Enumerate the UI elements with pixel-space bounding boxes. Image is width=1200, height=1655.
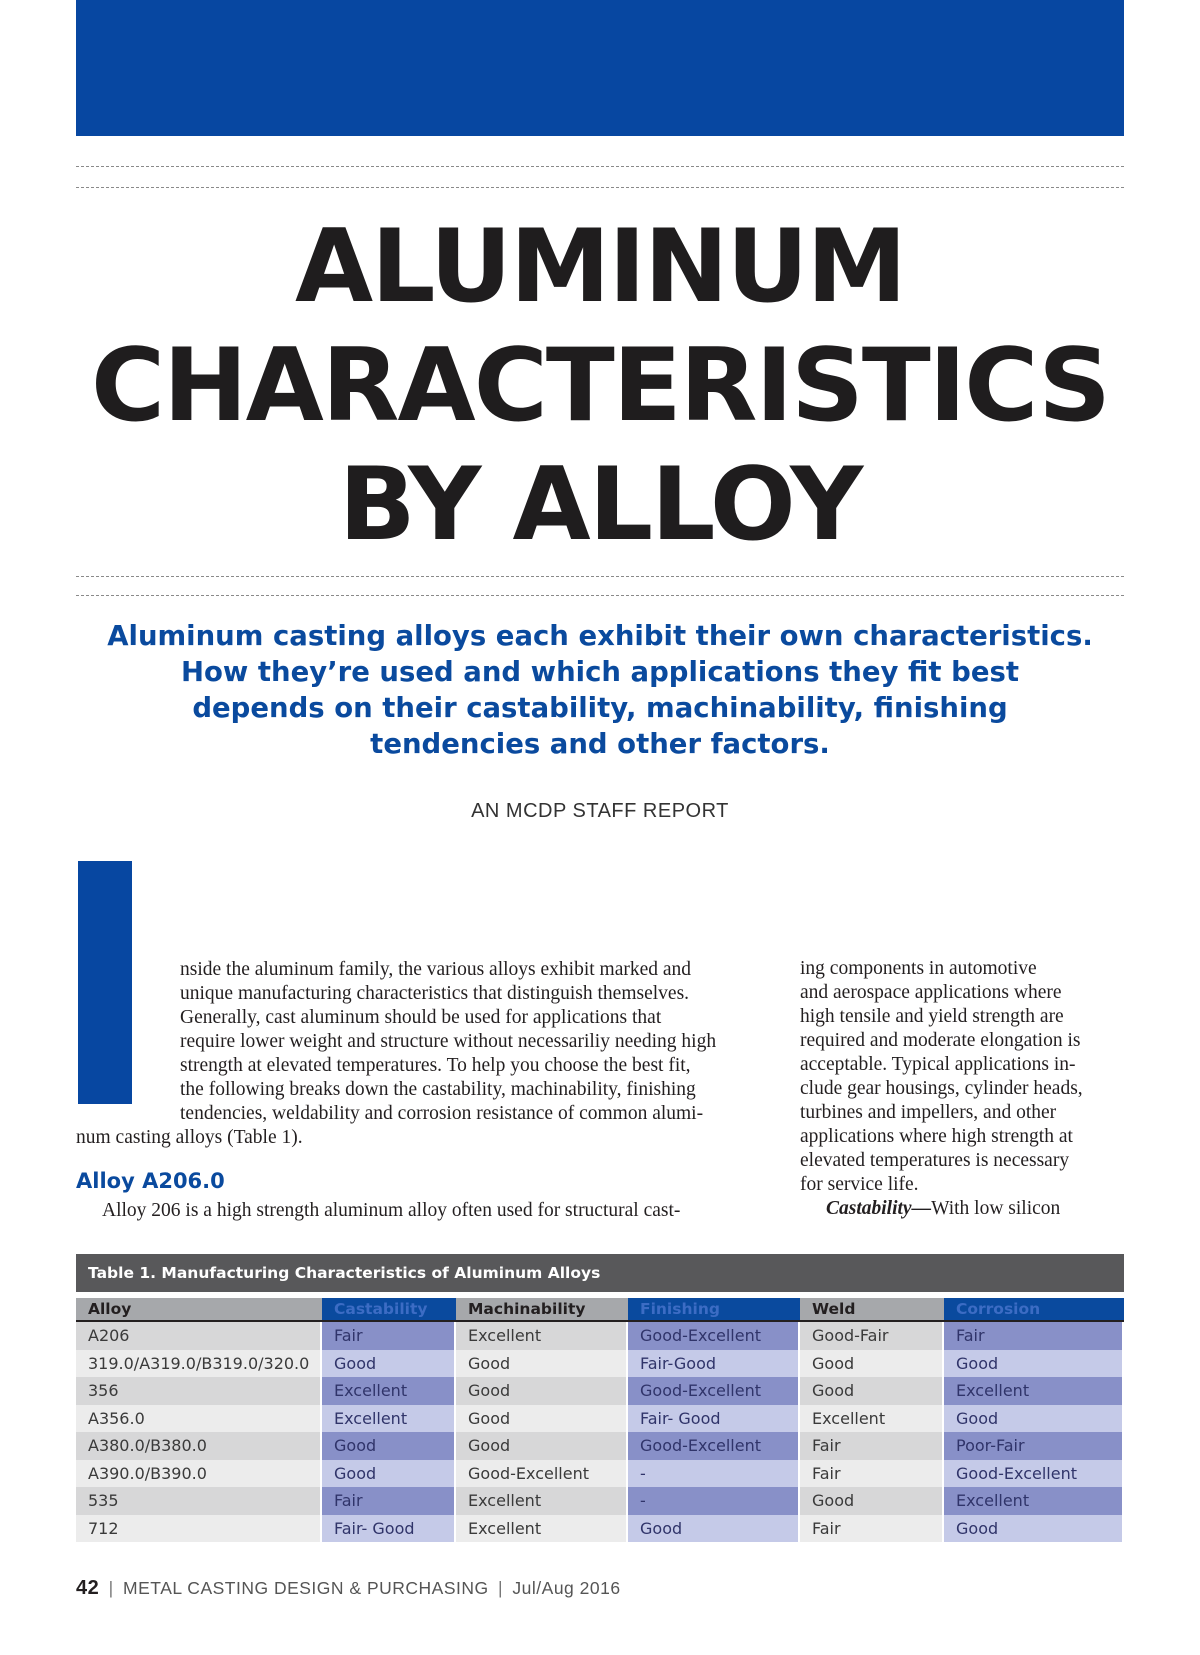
- article-deck: [60, 618, 1140, 762]
- body-line: num casting alloys (Table 1).: [76, 1127, 303, 1148]
- table-cell: Good: [456, 1405, 628, 1433]
- body-line: elevated temperatures is necessary: [800, 1150, 1070, 1171]
- table-cell: Fair- Good: [628, 1405, 800, 1433]
- body-line: acceptable. Typical applications in-: [800, 1054, 1076, 1075]
- deck-line: How they’re used and which applications they fit best: [181, 656, 1019, 688]
- body-line: clude gear housings, cylinder heads,: [800, 1078, 1083, 1099]
- alloy-name-cell: A390.0/B390.0: [76, 1460, 322, 1488]
- body-line: Generally, cast aluminum should be used for applications that: [180, 1007, 662, 1028]
- alloy-characteristics-table: [76, 1254, 1124, 1542]
- page-footer: [76, 1577, 621, 1600]
- alloy-name-cell: 712: [76, 1515, 322, 1543]
- table-cell: Excellent: [456, 1515, 628, 1543]
- table-cell: Good-Excellent: [628, 1377, 800, 1405]
- body-line: applications where high strength at: [800, 1126, 1073, 1147]
- table-cell: Excellent: [322, 1377, 456, 1405]
- table-cell: Good: [800, 1487, 944, 1515]
- alloy-name-cell: A380.0/B380.0: [76, 1432, 322, 1460]
- table-cell: Fair: [800, 1460, 944, 1488]
- table-cell: Good-Excellent: [628, 1322, 800, 1350]
- column-header: Weld: [800, 1298, 944, 1322]
- column-header: Castability: [322, 1298, 456, 1322]
- table-cell: Good: [800, 1377, 944, 1405]
- table-cell: Good: [944, 1515, 1124, 1543]
- table-grid: [76, 1292, 1124, 1542]
- table-cell: Excellent: [322, 1405, 456, 1433]
- table-cell: -: [628, 1487, 800, 1515]
- body-line: required and moderate elongation is: [800, 1030, 1081, 1051]
- title-line: BY ALLOY: [338, 445, 862, 563]
- table-cell: Good: [322, 1460, 456, 1488]
- page-number: 42: [76, 1577, 100, 1599]
- table-cell: Fair: [944, 1322, 1124, 1350]
- body-line: ing components in automotive: [800, 958, 1037, 979]
- table-cell: Excellent: [456, 1322, 628, 1350]
- drop-cap-letter-i: [78, 861, 132, 1104]
- issue-date: Jul/Aug 2016: [512, 1578, 621, 1598]
- top-dashed-rule-1: [76, 166, 1124, 167]
- body-line: unique manufacturing characteristics that distinguish themselves.: [180, 983, 690, 1004]
- article-title: [40, 207, 1160, 564]
- body-line: strength at elevated temperatures. To help you choose the best fit,: [180, 1055, 691, 1076]
- table-cell: Excellent: [944, 1377, 1124, 1405]
- alloy-name-cell: 319.0/A319.0/B319.0/320.0: [76, 1350, 322, 1378]
- table-cell: Good-Excellent: [628, 1432, 800, 1460]
- table-cell: Good: [322, 1350, 456, 1378]
- top-dashed-rule-2: [76, 187, 1124, 188]
- table-cell: Excellent: [800, 1405, 944, 1433]
- table-cell: Fair: [322, 1487, 456, 1515]
- table-cell: Good: [456, 1350, 628, 1378]
- table-cell: Fair: [322, 1322, 456, 1350]
- table-cell: Fair- Good: [322, 1515, 456, 1543]
- bottom-dashed-rule-1: [76, 576, 1124, 577]
- table-cell: Excellent: [944, 1487, 1124, 1515]
- body-line: high tensile and yield strength are: [800, 1006, 1064, 1027]
- column-header: Machinability: [456, 1298, 628, 1322]
- body-paragraph: Alloy 206 is a high strength aluminum alloy often used for structural cast-: [102, 1200, 681, 1221]
- body-line: and aerospace applications where: [800, 982, 1062, 1003]
- table-cell: Fair-Good: [628, 1350, 800, 1378]
- body-column-1: [180, 958, 750, 1126]
- title-line: CHARACTERISTICS: [90, 326, 1110, 444]
- column-header: Corrosion: [944, 1298, 1124, 1322]
- publication-name: METAL CASTING DESIGN & PURCHASING: [123, 1578, 489, 1598]
- table-cell: Good-Excellent: [944, 1460, 1124, 1488]
- table-cell: Fair: [800, 1432, 944, 1460]
- table-cell: Good: [944, 1350, 1124, 1378]
- column-header: Finishing: [628, 1298, 800, 1322]
- body-line: nside the aluminum family, the various alloys exhibit marked and: [180, 959, 692, 980]
- body-line: for service life.: [800, 1174, 919, 1195]
- run-in-text: With low silicon: [931, 1198, 1061, 1219]
- deck-line: tendencies and other factors.: [370, 728, 830, 760]
- body-line: tendencies, weldability and corrosion resistance of common alumi-: [180, 1103, 704, 1124]
- body-line: [800, 1197, 1130, 1221]
- bottom-dashed-rule-2: [76, 595, 1124, 596]
- alloy-name-cell: A356.0: [76, 1405, 322, 1433]
- table-cell: Good: [456, 1432, 628, 1460]
- body-line: require lower weight and structure without necessariliy needing high: [180, 1031, 717, 1052]
- section-heading: Alloy A206.0: [76, 1169, 225, 1193]
- run-in-label: Castability—: [826, 1198, 932, 1219]
- deck-line: Aluminum casting alloys each exhibit their own characteristics.: [107, 620, 1093, 652]
- deck-line: depends on their castability, machinability, finishing: [192, 692, 1008, 724]
- body-line: turbines and impellers, and other: [800, 1102, 1057, 1123]
- table-cell: Fair: [800, 1515, 944, 1543]
- table-cell: Good: [800, 1350, 944, 1378]
- title-line: ALUMINUM: [294, 207, 906, 325]
- body-line: the following breaks down the castability, machinability, finishing: [180, 1079, 696, 1100]
- footer-separator: |: [498, 1578, 504, 1598]
- top-color-banner: [76, 0, 1124, 136]
- table-cell: Good-Excellent: [456, 1460, 628, 1488]
- column-header: Alloy: [76, 1298, 322, 1322]
- byline: AN MCDP STAFF REPORT: [471, 800, 729, 822]
- alloy-name-cell: 356: [76, 1377, 322, 1405]
- table-cell: Good: [456, 1377, 628, 1405]
- table-cell: Good-Fair: [800, 1322, 944, 1350]
- table-cell: Good: [322, 1432, 456, 1460]
- table-cell: Excellent: [456, 1487, 628, 1515]
- table-cell: Good: [944, 1405, 1124, 1433]
- table-caption: Table 1. Manufacturing Characteristics of Aluminum Alloys: [76, 1254, 1124, 1292]
- footer-separator: |: [108, 1578, 114, 1598]
- table-cell: Good: [628, 1515, 800, 1543]
- body-column-2: [800, 957, 1130, 1221]
- table-cell: Poor-Fair: [944, 1432, 1124, 1460]
- table-cell: -: [628, 1460, 800, 1488]
- alloy-name-cell: A206: [76, 1322, 322, 1350]
- alloy-name-cell: 535: [76, 1487, 322, 1515]
